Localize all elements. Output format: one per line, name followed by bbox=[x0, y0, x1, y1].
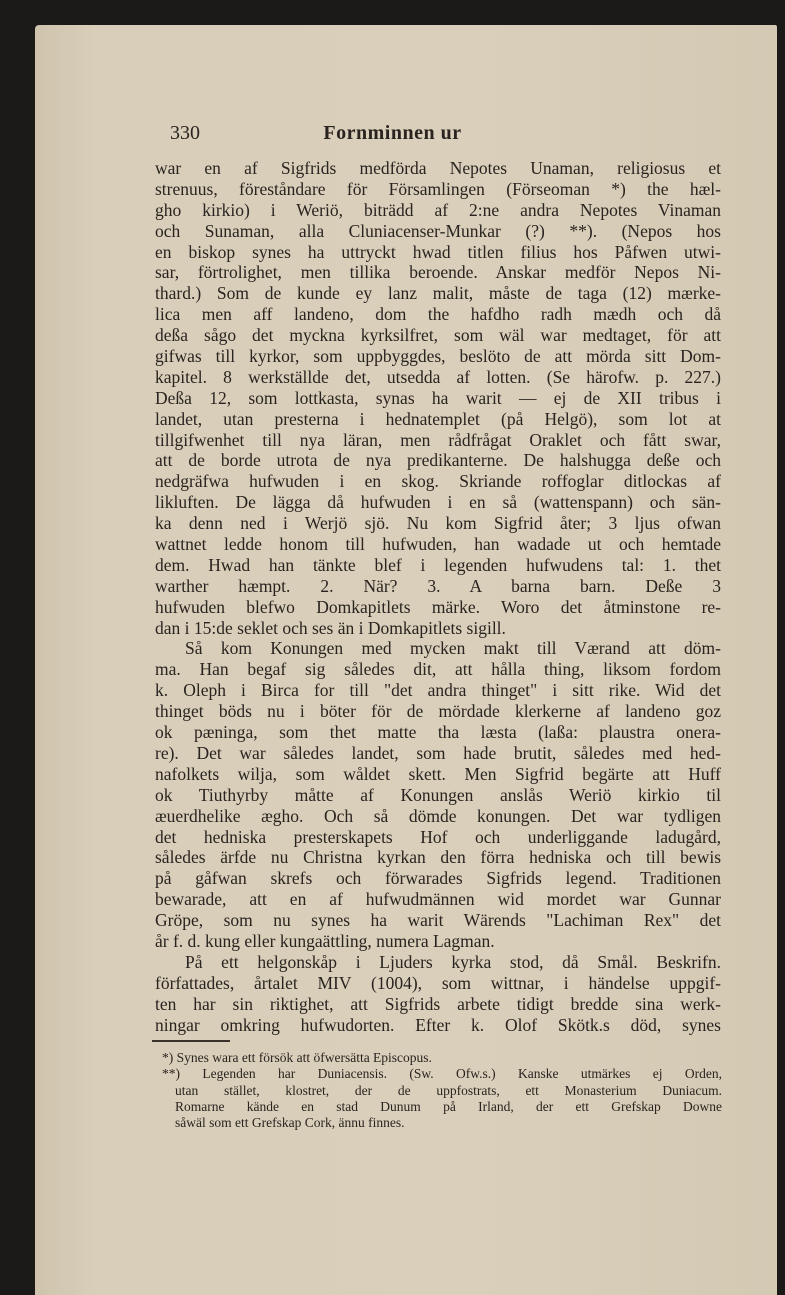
text-line: på gåfwan skrefs och förwarades Sigfrids legend. Traditionen bbox=[155, 868, 721, 889]
text-line: lica men aff landeno, dom the hafdho radh mædh och då bbox=[155, 304, 721, 325]
footnote-line: *) Synes wara ett försök att öfwersätta Episcopus. bbox=[162, 1050, 432, 1065]
text-line: ok pæninga, som thet matte tha læsta (laßa: plaustra onera- bbox=[155, 722, 721, 743]
text-line: wattnet ledde honom till hufwuden, han wadade ut och hemtade bbox=[155, 534, 721, 555]
text-line: ok Tiuthyrby måtte af Konungen anslås Weriö kirkio til bbox=[155, 784, 721, 805]
text-line: Gröpe, som nu synes ha warit Wärends "Lachiman Rex" det bbox=[155, 910, 721, 931]
text-line: Så kom Konungen med mycken makt till Værand att döm- bbox=[185, 638, 721, 659]
footnote-line: utan stället, klostret, der de uppfostrats, ett Monasterium Duniacum. bbox=[175, 1082, 722, 1098]
text-line: dan i 15:de seklet och ses än i Domkapitlets sigill. bbox=[155, 617, 506, 638]
text-line: æuerdhelike ægho. Och så dömde konungen. Det war tydligen bbox=[155, 805, 721, 826]
footnote-divider bbox=[152, 1040, 230, 1042]
text-line: nedgräfwa hufwuden i en skog. Skriande roffoglar ditlockas af bbox=[155, 471, 721, 492]
text-line: strenuus, föreståndare för Församlingen (Förseoman *) the hæl- bbox=[155, 178, 721, 199]
footnote-line: Romarne kände en stad Dunum på Irland, der ett Grefskap Downe bbox=[175, 1098, 722, 1114]
text-line: gifwas till kyrkor, som uppbyggdes, beslöto de att mörda sitt Dom- bbox=[155, 346, 721, 367]
text-line: och Sunaman, alla Cluniacenser-Munkar (?) **). (Nepos hos bbox=[155, 220, 721, 241]
text-line: likluften. De lägga då hufwuden i en så (wattenspann) och sän- bbox=[155, 492, 721, 513]
text-line: ka denn ned i Werjö sjö. Nu kom Sigfrid åter; 3 ljus ofwan bbox=[155, 513, 721, 534]
text-line: sar, förtrolighet, men tillika beroende. Anskar medför Nepos Ni- bbox=[155, 262, 721, 283]
text-line: deßa sågo det myckna kyrksilfret, som wäl war medtaget, för att bbox=[155, 325, 721, 346]
text-line: war en af Sigfrids medförda Nepotes Unaman, religiosus et bbox=[155, 158, 721, 178]
footnotes bbox=[162, 1050, 722, 1131]
text-line: ten har sin riktighet, att Sigfrids arbete tidigt bredde sina werk- bbox=[155, 993, 721, 1014]
text-line: dem. Hwad han tänkte blef i legenden hufwudens tal: 1. thet bbox=[155, 554, 721, 575]
footnote-line: såwäl som ett Grefskap Cork, ännu finnes. bbox=[175, 1115, 405, 1131]
text-line: re). Det war således landet, som hade brutit, således med hed- bbox=[155, 742, 721, 763]
text-line: warther hæmpt. 2. När? 3. A barna barn. Deße 3 bbox=[155, 575, 721, 596]
body-text bbox=[155, 158, 721, 1035]
running-title: Fornminnen ur bbox=[323, 122, 462, 144]
text-line: det hedniska presterskapets Hof och underliggande ladugård, bbox=[155, 826, 721, 847]
page-number: 330 bbox=[170, 122, 200, 144]
text-line: tillgifwenhet till nya läran, men rådfrågat Oraklet och fått swar, bbox=[155, 429, 721, 450]
text-line: k. Oleph i Birca for till "det andra thinget" i sitt rike. Wid det bbox=[155, 680, 721, 701]
text-line: nafolkets wilja, som wåldet skett. Men Sigfrid begärte att Huff bbox=[155, 763, 721, 784]
text-line: Deßa 12, som lottkasta, synas ha warit — ej de XII tribus i bbox=[155, 387, 721, 408]
footnote-line: **) Legenden har Duniacensis. (Sw. Ofw.s.) Kanske utmärkes ej Orden, bbox=[162, 1066, 722, 1082]
text-line: en biskop synes ha uttryckt hwad titlen filius hos Påfwen utwi- bbox=[155, 241, 721, 262]
text-line: år f. d. kung eller kungaättling, numera Lagman. bbox=[155, 930, 495, 951]
text-line: ma. Han begaf sig således dit, att hålla thing, liksom fordom bbox=[155, 659, 721, 680]
text-line: författades, årtalet MIV (1004), som wittnar, i händelse uppgif- bbox=[155, 972, 721, 993]
text-line: thard.) Som de kunde ey lanz malit, måste de taga (12) mærke- bbox=[155, 283, 721, 304]
text-line: således ärfde nu Christna kyrkan den förra hedniska och till bewis bbox=[155, 847, 721, 868]
text-line: hufwuden blefwo Domkapitlets märke. Woro det åtminstone re- bbox=[155, 596, 721, 617]
text-line: ningar omkring hufwudorten. Efter k. Olof Skötk.s död, synes bbox=[155, 1014, 721, 1035]
text-line: kapitel. 8 werkställde det, utsedda af lotten. (Se härofw. p. 227.) bbox=[155, 366, 721, 387]
text-line: landet, utan presterna i hednatemplet (på Helgö), som lot at bbox=[155, 408, 721, 429]
text-line: gho kirkio) i Weriö, biträdd af 2:ne andra Nepotes Vinaman bbox=[155, 199, 721, 220]
text-line: På ett helgonskåp i Ljuders kyrka stod, då Smål. Beskrifn. bbox=[185, 951, 721, 972]
text-line: att de borde utrota de nya predikanterne. De halshugga deße och bbox=[155, 450, 721, 471]
text-line: thinget böds nu i böter för de mördade klerkerne af landeno goz bbox=[155, 701, 721, 722]
text-line: bewarade, att en af hufwudmännen wid mordet war Gunnar bbox=[155, 889, 721, 910]
